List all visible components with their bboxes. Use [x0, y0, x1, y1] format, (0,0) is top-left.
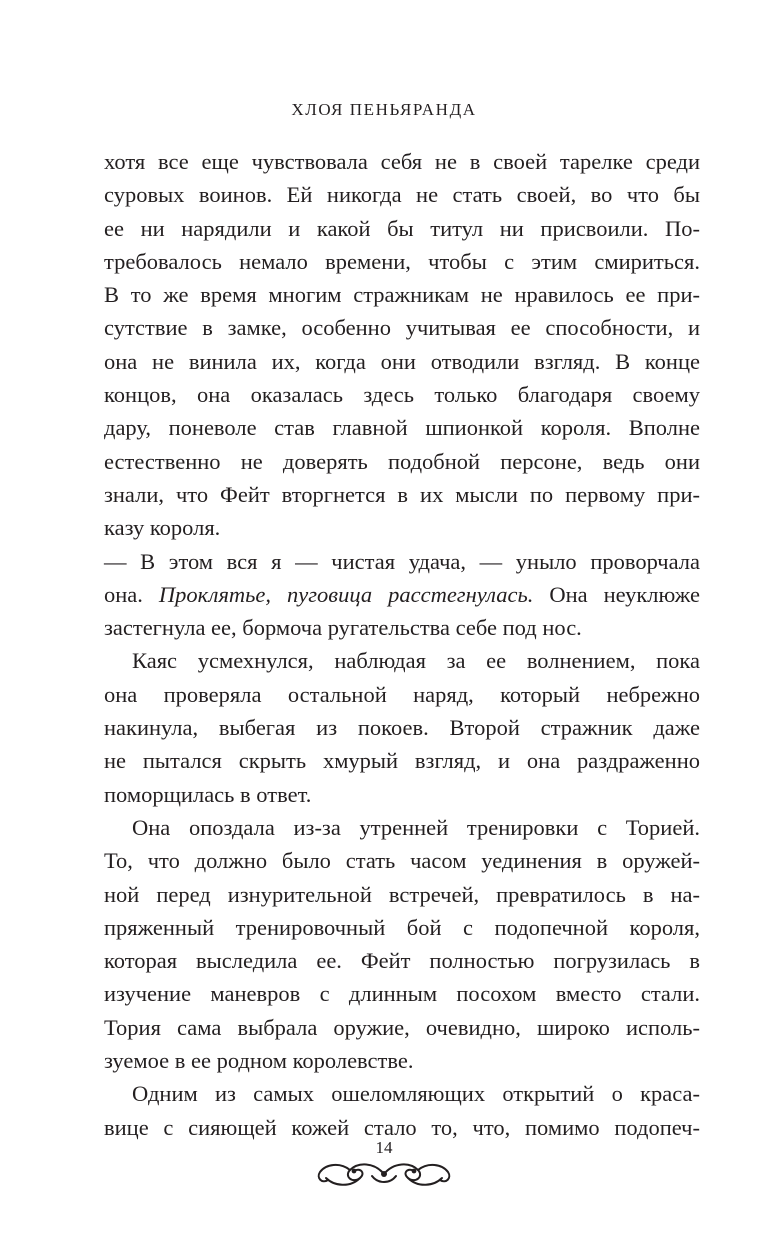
text-line: дару, поневоле став главной шпионкой короля. Вполне — [104, 415, 700, 441]
text-line: застегнула ее, бормоча ругательства себе под нос. — [104, 615, 582, 641]
text-line: концов, она оказалась здесь только благодаря своему — [104, 382, 700, 408]
text-line: сутствие в замке, особенно учитывая ее способности, и — [104, 315, 700, 341]
text-line: пряженный тренировочный бой с подопечной короля, — [104, 914, 700, 940]
body-text — [104, 145, 700, 1144]
flourish-ornament-icon — [314, 1156, 454, 1192]
text-line: Каяс усмехнулся, наблюдая за ее волнением, пока — [132, 648, 700, 674]
text-line: накинула, выбегая из покоев. Второй стражник даже — [104, 715, 700, 741]
text-line: В то же время многим стражникам не нравилось ее при- — [104, 282, 700, 308]
text-fragment: Она неуклюже — [533, 581, 700, 607]
text-line: — В этом вся я — чистая удача, — уныло проворчала — [104, 548, 700, 574]
text-line: ее ни нарядили и какой бы титул ни присвоили. По- — [104, 215, 700, 241]
text-line: вице с сияющей кожей стало то, что, помимо подопеч- — [104, 1114, 700, 1140]
text-line: То, что должно было стать часом уединения в оружей- — [104, 848, 700, 874]
text-line: она проверяла остальной наряд, который небрежно — [104, 681, 700, 707]
text-line: Она опоздала из-за утренней тренировки с Торией. — [132, 814, 700, 840]
text-line: естественно не доверять подобной персоне, ведь они — [104, 448, 700, 474]
text-line: которая выследила ее. Фейт полностью погрузилась в — [104, 948, 700, 974]
italic-thought: Проклятье, пуговица расстегнулась. — [158, 581, 534, 607]
text-line — [104, 578, 700, 611]
text-line: Одним из самых ошеломляющих открытий о краса- — [132, 1081, 700, 1107]
page-footer — [0, 1136, 768, 1196]
text-line: казу короля. — [104, 515, 221, 541]
text-line: требовалось немало времени, чтобы с этим смириться. — [104, 248, 700, 274]
text-line: ной перед изнурительной встречей, превратилось в на- — [104, 881, 700, 907]
text-line: поморщилась в ответ. — [104, 781, 312, 807]
running-header: ХЛОЯ ПЕНЬЯРАНДА — [291, 100, 477, 119]
text-line: не пытался скрыть хмурый взгляд, и она раздраженно — [104, 748, 700, 774]
text-line: зуемое в ее родном королевстве. — [104, 1048, 414, 1074]
text-line: изучение маневров с длинным посохом вместо стали. — [104, 981, 700, 1007]
page-number: 14 — [375, 1138, 393, 1157]
text-line: Тория сама выбрала оружие, очевидно, широко исполь- — [104, 1014, 700, 1040]
text-line: хотя все еще чувствовала себя не в своей тарелке среди — [104, 149, 700, 174]
text-line: суровых воинов. Ей никогда не стать своей, во что бы — [104, 182, 700, 208]
text-fragment: она. — [104, 581, 159, 607]
text-line: знали, что Фейт вторгнется в их мысли по первому при- — [104, 481, 700, 507]
text-line: она не винила их, когда они отводили взгляд. В конце — [104, 348, 700, 374]
